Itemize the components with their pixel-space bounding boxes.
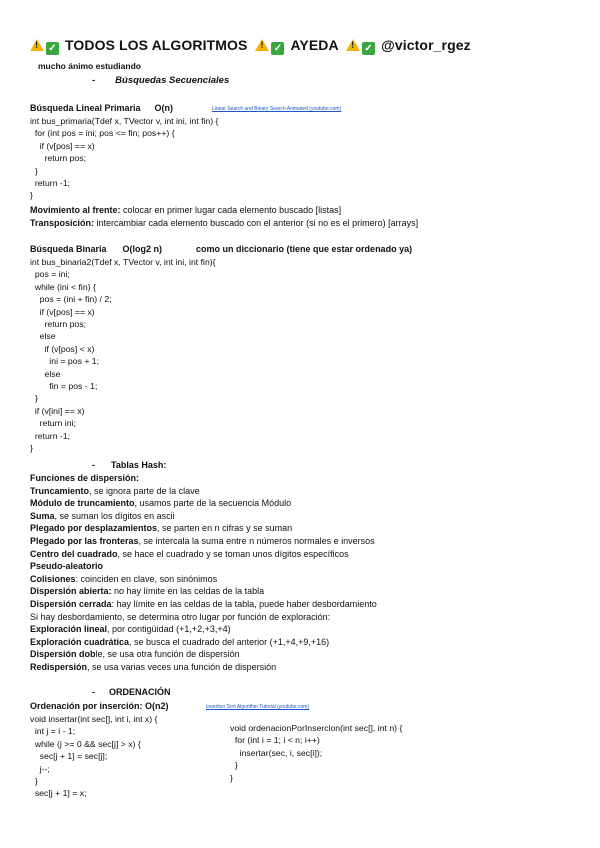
check-icon: ✓: [46, 42, 59, 55]
list-item: Redispersión, se usa varias veces una función de dispersión: [30, 661, 277, 672]
section-title-searches: - Búsquedas Secuenciales: [92, 75, 230, 86]
linear-search-heading: Búsqueda Lineal Primaria O(n): [30, 103, 174, 113]
list-item: Módulo de truncamiento, usamos parte de la secuencia Módulo: [30, 498, 292, 509]
list-item: Suma, se suman los dígitos en ascii: [30, 510, 175, 521]
section-title-hash: - Tablas Hash:: [92, 460, 167, 470]
dispersion-functions-title: Funciones de dispersión:: [30, 473, 140, 483]
list-item: Plegado por las fronteras, se intercala la suma entre n números normales e inversos: [30, 535, 375, 546]
binary-search-heading: Búsqueda Binaria O(log2 n) como un diccionario (tiene que estar ordenado ya): [30, 244, 413, 254]
transposition-line: Transposición: intercambiar cada elemento buscado con el anterior (si no es el primero) [arrays]: [30, 218, 419, 228]
insertar-code: void insertar(int sec[], int i, int x) { int j = i - 1; while (j >= 0 && sec[j] > x) { sec[j + 1] = sec[j]; j--; } sec[j + 1] = x;: [30, 714, 158, 799]
linear-search-link[interactable]: Linear Search and Binary Search Animated (youtube.com): [212, 106, 342, 112]
list-item: Centro del cuadrado, se hace el cuadrado y se toman unos dígitos específicos: [30, 548, 349, 559]
insertion-sort-heading: Ordenación por inserción: O(n2): [30, 701, 169, 711]
author-handle: @victor_rgez: [381, 37, 471, 53]
move-to-front-line: Movimiento al frente: colocar en primer lugar cada elemento buscado [listas]: [30, 205, 342, 215]
document-title: !✓ TODOS LOS ALGORITMOS ! ✓ AYEDA ! ✓ @victor_rgez: [30, 37, 471, 55]
list-item: Pseudo-aleatorio: [30, 561, 104, 572]
list-item: Dispersión cerrada: hay límite en las celdas de la tabla, puede haber desbordamiento: [30, 598, 377, 609]
list-item: Colisiones: coinciden en clave, son sinónimos: [30, 573, 218, 584]
insertion-sort-link[interactable]: Insertion Sort Algorithm Tutorial (youtube.com): [206, 704, 310, 710]
linear-search-code: int bus_primaria(Tdef x, TVector v, int ini, int fin) { for (int pos = ini; pos <= fin; pos++) { if (v[pos] == x) return pos; } return -1; }: [30, 116, 219, 201]
warning-icon: [30, 39, 44, 51]
list-item: Dispersión doble, se usa otra función de dispersión: [30, 649, 240, 660]
list-item: Exploración lineal, por contigüidad (+1,+2,+3,+4): [30, 624, 231, 635]
list-item: Dispersión abierta: no hay límite en las celdas de la tabla: [30, 586, 265, 597]
warning-icon: [255, 39, 269, 51]
warning-icon: [346, 39, 360, 51]
check-icon: ✓: [271, 42, 284, 55]
list-item: Exploración cuadrática, se busca el cuadrado del anterior (+1,+4,+9,+16): [30, 636, 330, 647]
binary-search-code: int bus_binaria2(Tdef x, TVector v, int ini, int fin){ pos = ini; while (ini < fin) { pos = (ini + fin) / 2; if (v[pos] == x) return pos; else if (v[pos] < x) ini = pos + 1; else fin = pos - 1; } if (v[ini] == x) return ini; return -1; }: [30, 257, 216, 454]
list-item: Truncamiento, se ignora parte de la clave: [30, 485, 200, 496]
hash-list: [30, 472, 377, 674]
ordenacion-code: void ordenacionPorInsercion(int sec[], int n) { for (int i = 1; i < n; i++) insertar(sec, i, sec[i]); } }: [230, 723, 403, 783]
section-title-sorting: - ORDENACIÓN: [92, 687, 171, 697]
subtitle: mucho ánimo estudiando: [38, 61, 141, 71]
list-item: Si hay desbordamiento, se determina otro lugar por función de exploración:: [30, 611, 331, 622]
list-item: Plegado por desplazamientos, se parten en n cifras y se suman: [30, 523, 293, 534]
check-icon: ✓: [362, 42, 375, 55]
